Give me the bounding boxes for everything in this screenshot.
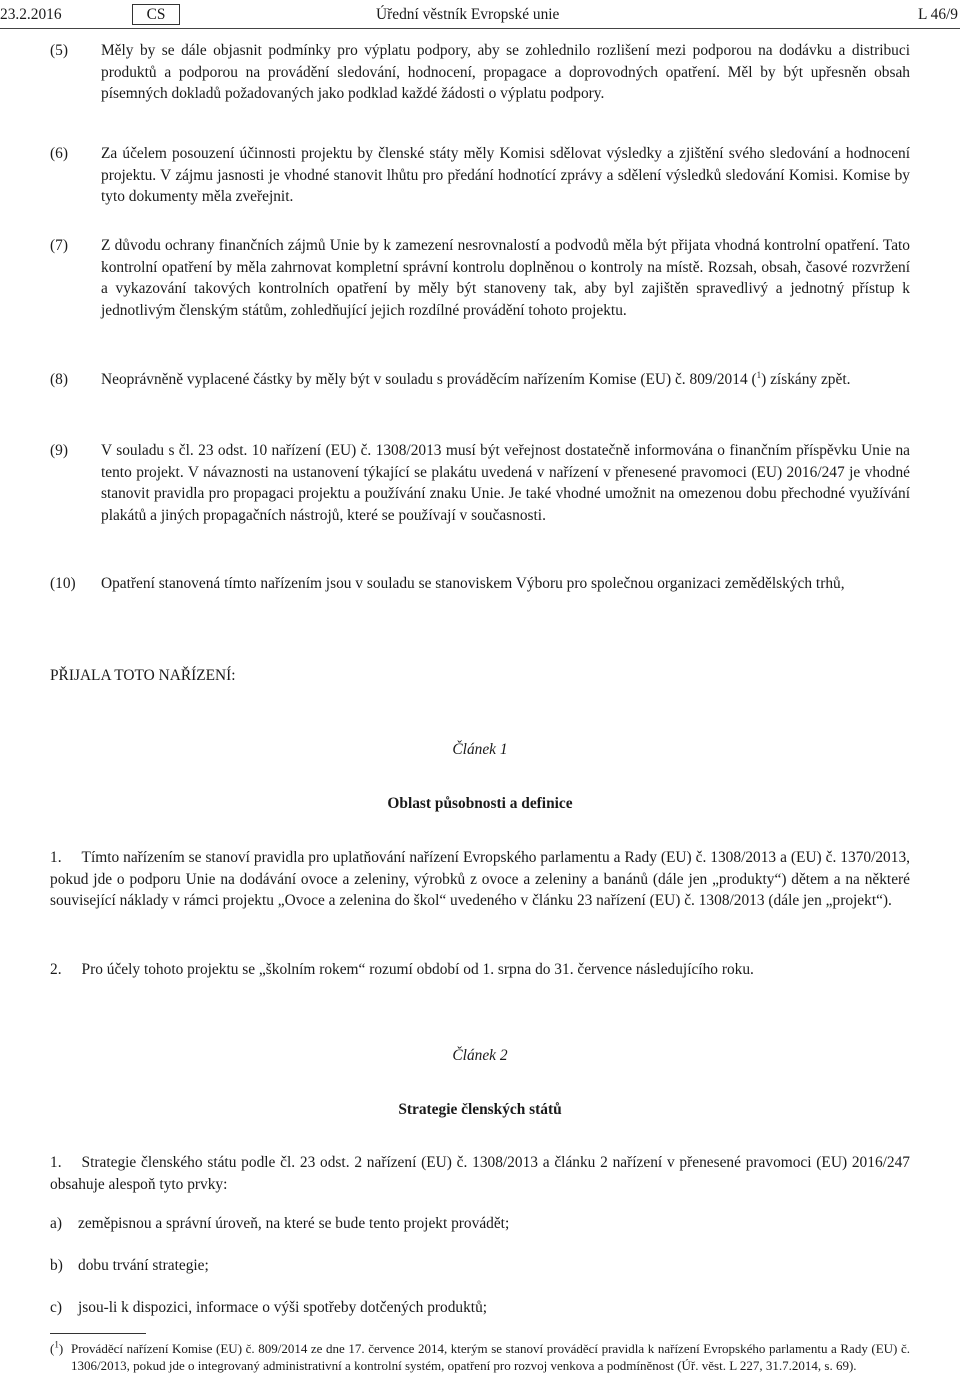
recital-text (101, 369, 910, 391)
paragraph-number: 1. (50, 849, 62, 866)
footnote-divider (50, 1333, 146, 1334)
header-divider (0, 28, 960, 29)
recital-text-after: ) získány zpět. (761, 371, 851, 388)
footnote-reference[interactable]: 1 (756, 369, 762, 380)
page-header (0, 2, 960, 28)
article-1-paragraph-1 (50, 847, 910, 912)
item-label: a) (50, 1215, 62, 1232)
item-text: jsou-li k dispozici, informace o výši spotřeby dotčených produktů; (78, 1299, 488, 1316)
recital-8 (50, 369, 910, 391)
article-2-heading: Strategie členských států (398, 1101, 562, 1118)
journal-title: Úřední věstník Evropské unie (376, 6, 560, 23)
item-text: dobu trvání strategie; (78, 1257, 209, 1274)
recital-number: (8) (50, 371, 68, 388)
recital-text: Z důvodu ochrany finančních zájmů Unie by k zamezení nesrovnalostí a podvodů měla být přijata vhodná kontrolní opatření. Tato kontrolní opatření by měla zahrnovat kompletní správní kontrolu doplněnou o kontroly na místě. Rozsah, obsah, časové rozvržení a vykazování takových kontrolních opatření by měly být stanoveny tak, aby byl zajištěn spravedlivý a jednotný přístup k jednotlivým členským státům, zohledňující jejich rozdílné provádění tohoto projektu. (101, 237, 910, 319)
article-2-paragraph-1 (50, 1152, 910, 1195)
recital-text: Měly by se dále objasnit podmínky pro výplatu podpory, aby se zohlednilo rozlišení mezi podporou na dodávku a distribuci produktů a podporou na provádění sledování, hodnocení, propagace a doprovodných opatření. Měl by být upřesněn obsah písemných dokladů požadovaných jako podklad každé žádosti o výplatu podpory. (101, 42, 910, 102)
recital-number: (5) (50, 42, 68, 59)
recital-6 (50, 143, 910, 208)
footnote-text: Prováděcí nařízení Komise (EU) č. 809/2014 ze dne 17. července 2014, kterým se stanoví prováděcí pravidla k nařízení Evropského parlamentu a Rady (EU) č. 1306/2013, pokud jde o integrovaný administrativní a kontrolní systém, opatření pro rozvoj venkova a podmíněnost (Úř. věst. L 227, 31.7.2014, s. 69). (71, 1341, 910, 1373)
language-badge: CS (132, 4, 180, 25)
article-1-title: Článek 1 (452, 741, 508, 758)
recital-text: Za účelem posouzení účinnosti projektu by členské státy měly Komisi sdělovat výsledky a zjištění svého sledování a hodnocení projektu. V zájmu jasnosti je vhodné stanovit lhůtu pro předání hodnotící zprávy a sdělení výsledků sledování Komisi. Komise by tyto dokumenty měla zveřejnit. (101, 145, 910, 205)
list-item (50, 1255, 910, 1277)
paragraph-number: 1. (50, 1154, 62, 1171)
recital-number: (10) (50, 575, 76, 592)
recital-number: (7) (50, 237, 68, 254)
recital-number: (6) (50, 145, 68, 162)
recital-5 (50, 40, 910, 105)
publication-date: 23.2.2016 (0, 6, 62, 23)
paragraph-number: 2. (50, 961, 62, 978)
recital-text-before: Neoprávněně vyplacené částky by měly být v souladu s prováděcím nařízením Komise (EU) č. 809/2014 ( (101, 371, 757, 388)
paragraph-text: Strategie členského státu podle čl. 23 odst. 2 nařízení (EU) č. 1308/2013 a článku 2 nařízení v přenesené pravomoci (EU) 2016/247 obsahuje alespoň tyto prvky: (50, 1154, 910, 1193)
page-number: L 46/9 (917, 6, 958, 23)
item-text: zeměpisnou a správní úroveň, na které se bude tento projekt provádět; (78, 1215, 510, 1232)
list-item (50, 1213, 910, 1235)
recital-9 (50, 440, 910, 526)
article-1-paragraph-2 (50, 959, 910, 981)
footnote-mark: ($^1$) (50, 1339, 64, 1356)
recital-7 (50, 235, 910, 321)
paragraph-text: Pro účely tohoto projektu se „školním rokem“ rozumí období od 1. srpna do 31. července následujícího roku. (81, 961, 754, 978)
recital-number: (9) (50, 442, 68, 459)
footnote (50, 1340, 910, 1374)
list-item (50, 1297, 910, 1319)
item-label: b) (50, 1257, 63, 1274)
article-1-heading: Oblast působnosti a definice (387, 795, 573, 812)
recital-text: Opatření stanovená tímto nařízením jsou v souladu se stanoviskem Výboru pro společnou organizaci zemědělských trhů, (101, 575, 845, 592)
recital-text: V souladu s čl. 23 odst. 10 nařízení (EU) č. 1308/2013 musí být veřejnost dostatečně informována o finančním příspěvku Unie na tento projekt. V návaznosti na ustanovení týkající se plakátu uvedená v nařízení v přenesené pravomoci (EU) 2016/247 je vhodné stanovit pravidla pro propagaci projektu a používání znaku Unie. Je také vhodné umožnit na omezenou dobu přechodné využívání plakátů a jiných propagačních nástrojů, které se používají v současnosti. (101, 442, 910, 524)
recital-10 (50, 573, 910, 595)
item-label: c) (50, 1299, 62, 1316)
paragraph-text: Tímto nařízením se stanoví pravidla pro uplatňování nařízení Evropského parlamentu a Rady (EU) č. 1308/2013 a (EU) č. 1370/2013, pokud jde o podporu Unie na dodávání ovoce a zeleniny, výrobků z ovoce a zeleniny a banánů (dále jen „produkty“) dětem a na některé související náklady v rámci projektu „Ovoce a zelenina do škol“ uvedeného v článku 23 nařízení (EU) č. 1308/2013 (dále jen „projekt“). (50, 849, 910, 909)
adoption-statement: PŘIJALA TOTO NAŘÍZENÍ: (50, 667, 236, 684)
footnote-mark-number: 1 (54, 1339, 59, 1350)
article-2-title: Článek 2 (452, 1047, 508, 1064)
